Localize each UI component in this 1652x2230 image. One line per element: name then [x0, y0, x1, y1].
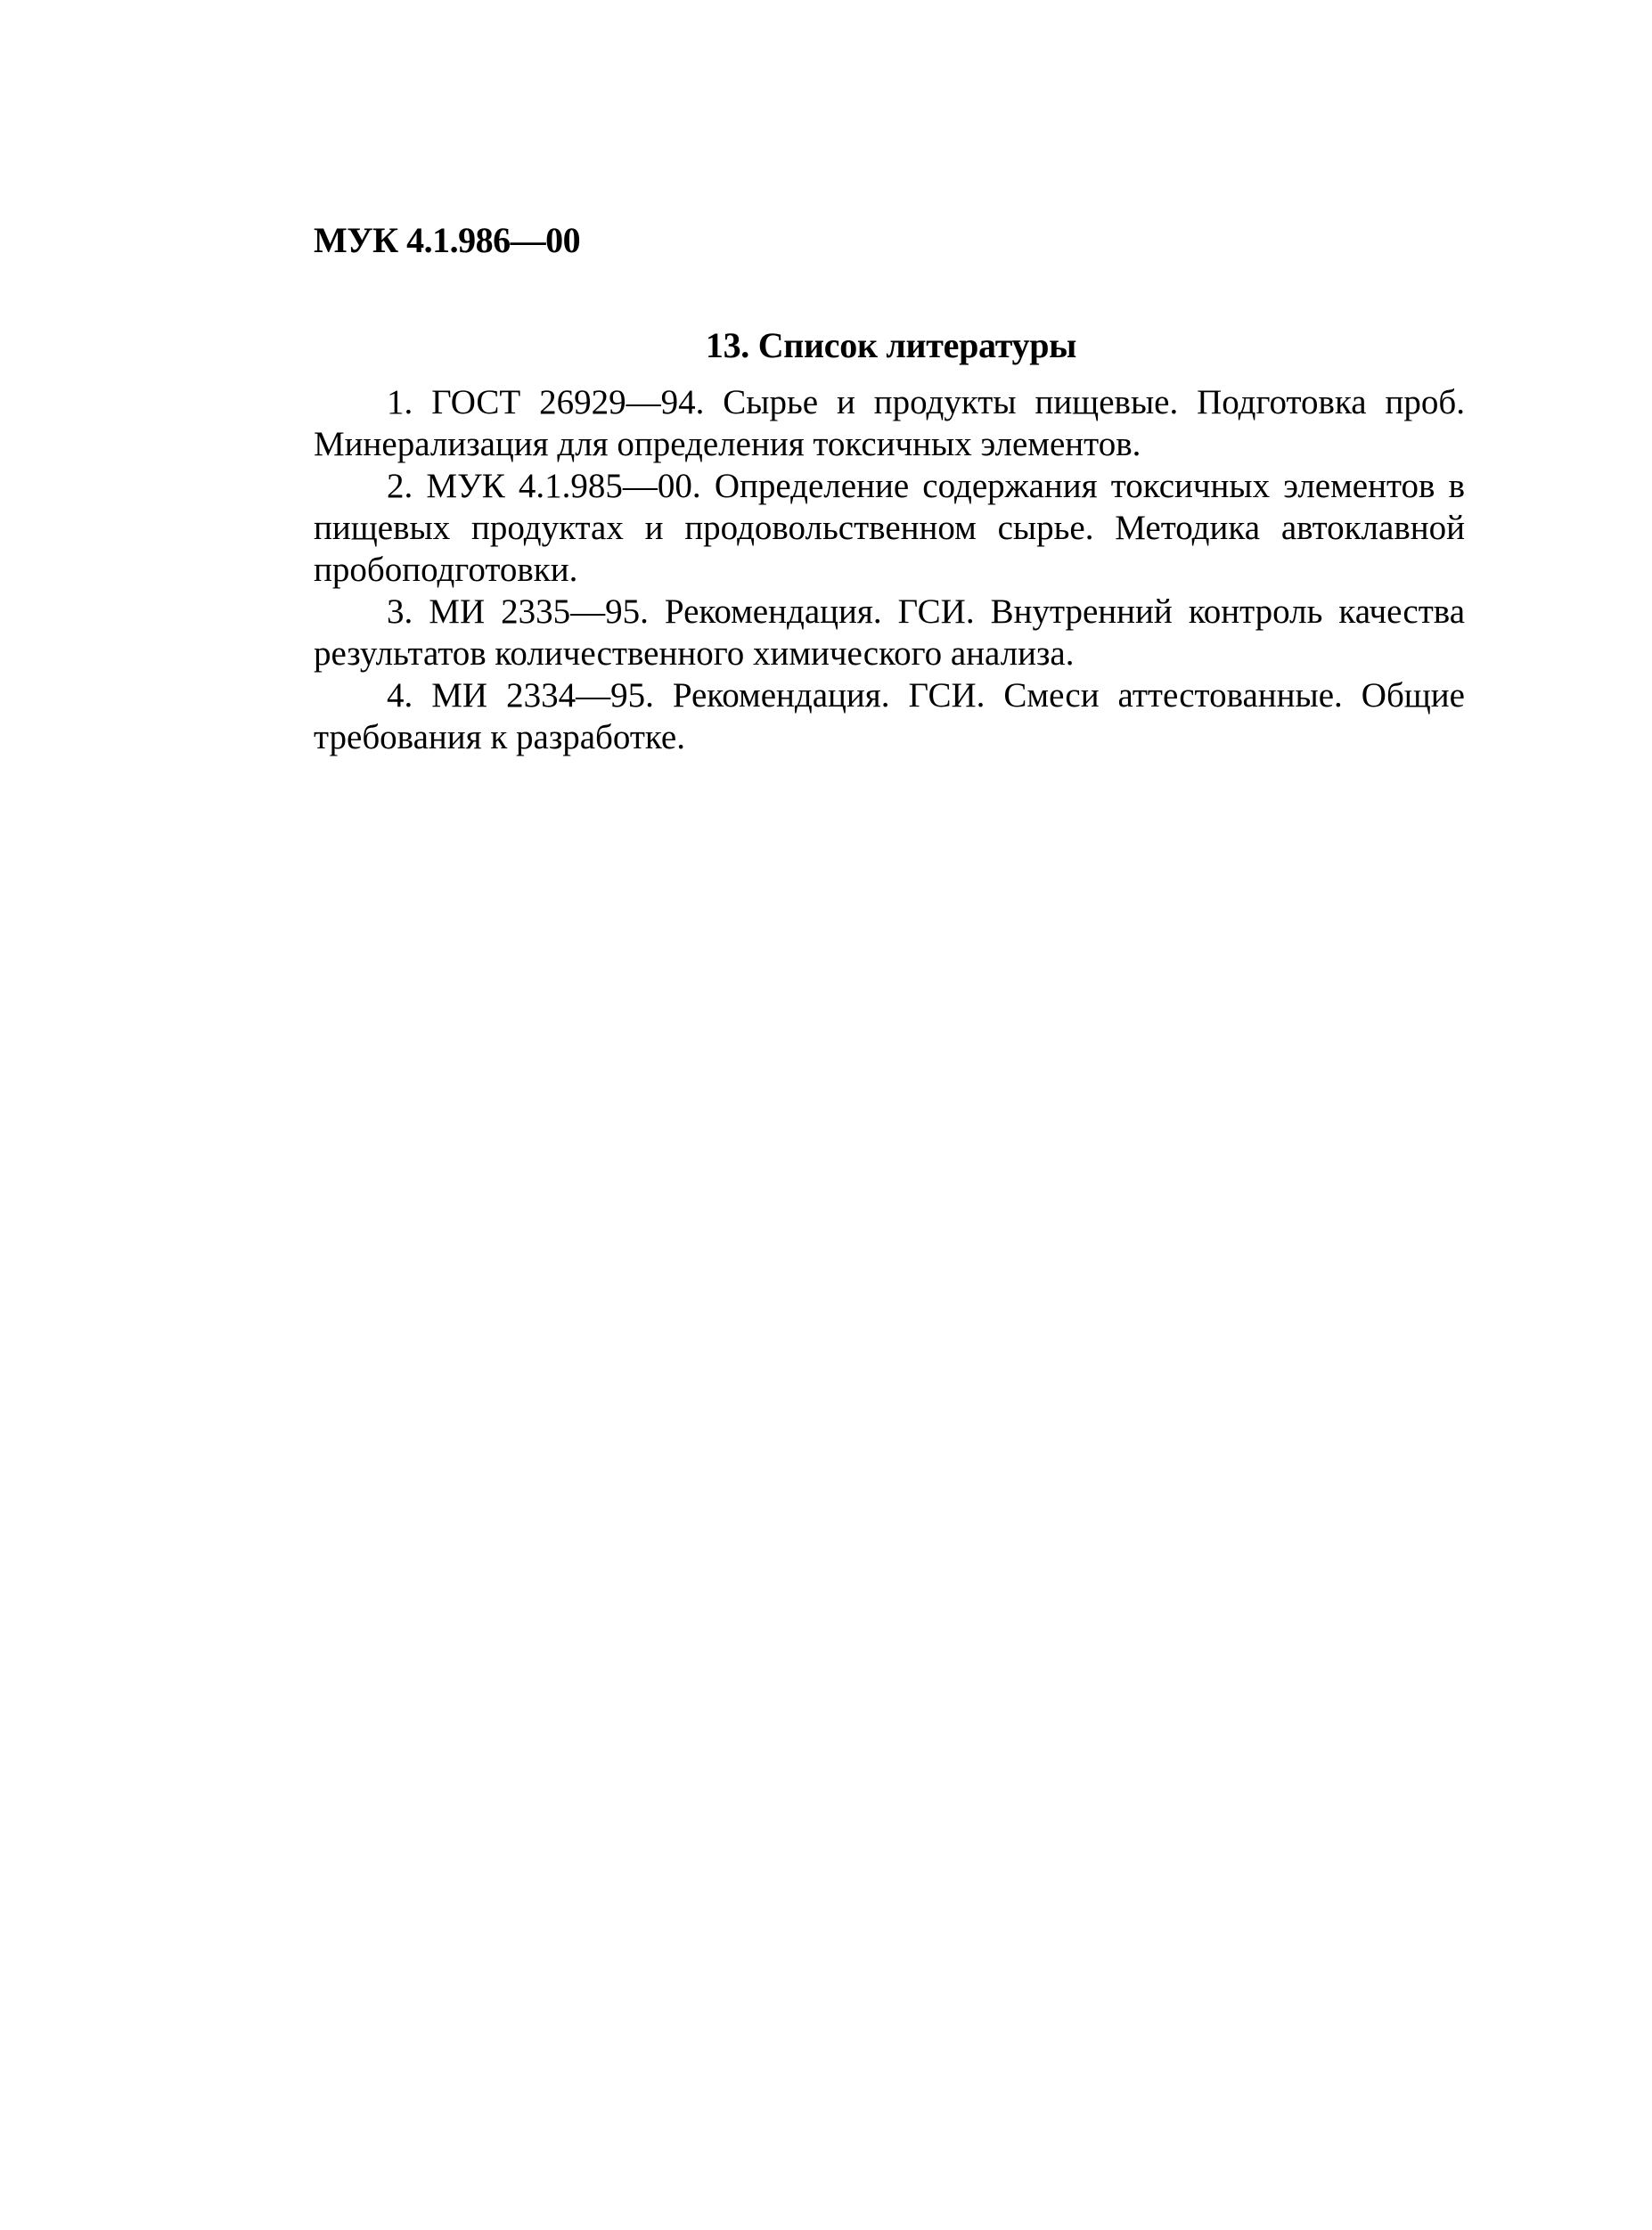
reference-item-1: 1. ГОСТ 26929—94. Сырье и продукты пищевые. Подготовка проб. Минерализация для определения токсичных элементов.	[314, 383, 1465, 463]
reference-item-3: 3. МИ 2335—95. Рекомендация. ГСИ. Внутренний контроль качества результатов количественного химического анализа.	[314, 592, 1465, 673]
reference-item-4: 4. МИ 2334—95. Рекомендация. ГСИ. Смеси аттестованные. Общие требования к разработке.	[314, 676, 1465, 756]
document-code: МУК 4.1.986—00	[314, 220, 581, 260]
section-title: 13. Список литературы	[705, 325, 1077, 365]
reference-list	[314, 381, 1465, 758]
reference-item-2: 2. МУК 4.1.985—00. Определение содержания токсичных элементов в пищевых продуктах и продовольственном сырье. Методика автоклавной пробоподготовки.	[314, 467, 1465, 589]
